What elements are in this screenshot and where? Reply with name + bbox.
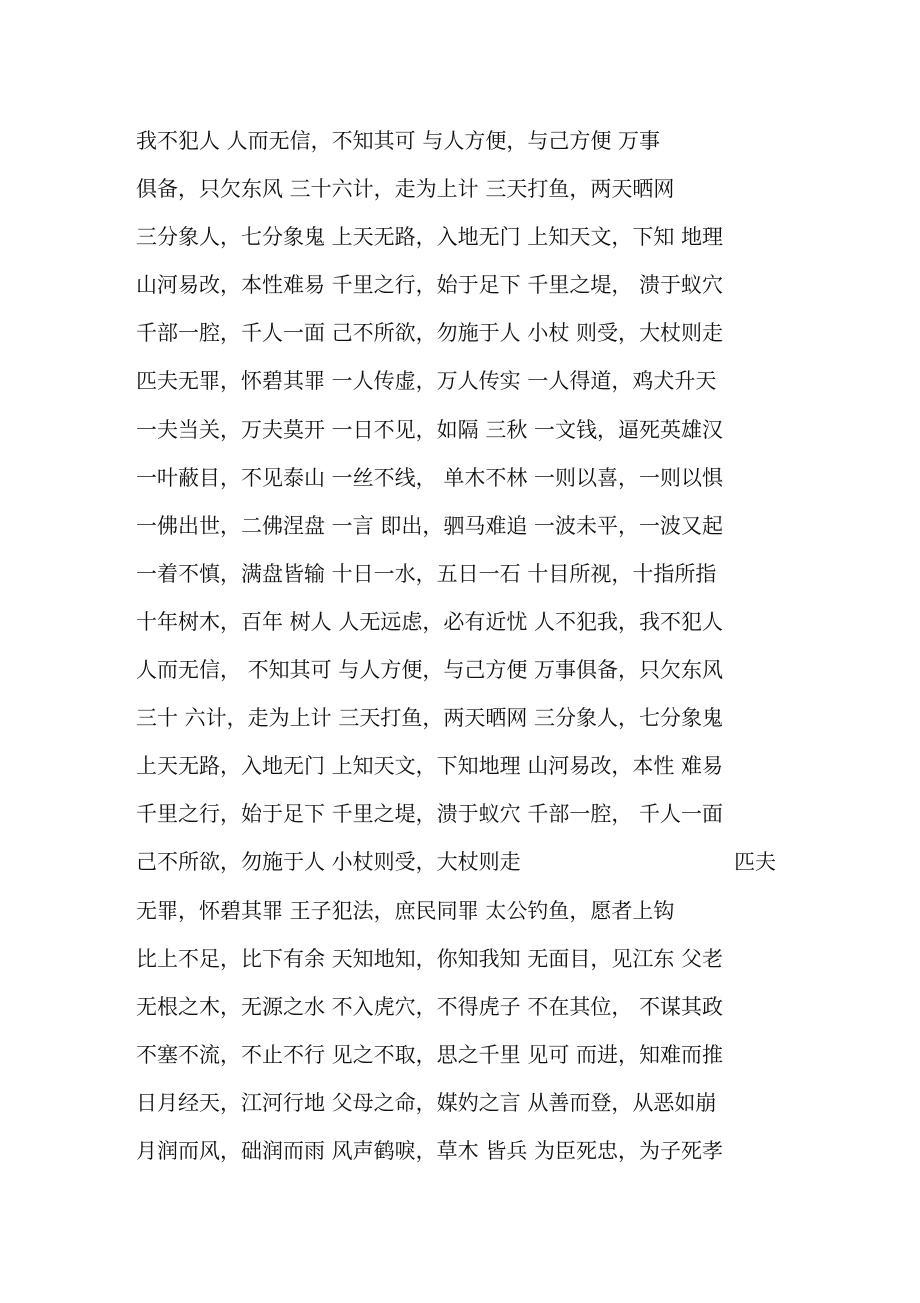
text-line: 匹夫无罪，怀碧其罪 一人传虚，万人传实 一人得道，鸡犬升天 — [136, 369, 717, 394]
text-line: 三十 六计，走为上计 三天打鱼，两天晒网 三分象人，七分象鬼 — [136, 706, 724, 731]
text-line: 人而无信， 不知其可 与人方便，与己方便 万事俱备，只欠东风 — [136, 658, 724, 683]
text-line: 我不犯人 人而无信，不知其可 与人方便，与己方便 万事 — [136, 129, 661, 153]
text-line: 一着不慎，满盘皆输 十日一水，五日一石 十目所视，十指所指 — [136, 561, 717, 586]
text-line-right: 匹夫 — [734, 850, 776, 875]
text-line-left: 己不所欲，勿施于人 小杖则受，大杖则走 — [136, 850, 521, 875]
text-line: 山河易改，本性难易 千里之行，始于足下 千里之堤， 溃于蚁穴 — [136, 273, 724, 298]
text-line: 十年树木，百年 树人 人无远虑，必有近忧 人不犯我，我不犯人 — [136, 609, 724, 634]
text-line: 月润而风，础润而雨 风声鹤唳，草木 皆兵 为臣死忠，为子死孝 — [136, 1138, 724, 1163]
text-line: 千部一腔，千人一面 己不所欲，勿施于人 小杖 则受，大杖则走 — [136, 321, 724, 346]
text-line: 无根之木，无源之水 不入虎穴，不得虎子 不在其位， 不谋其政 — [136, 994, 724, 1019]
text-line: 上天无路，入地无门 上知天文，下知地理 山河易改，本性 难易 — [136, 754, 724, 779]
text-line: 无罪，怀碧其罪 王子犯法，庶民同罪 太公钓鱼，愿者上钩 — [136, 898, 675, 923]
text-line: 日月经天，江河行地 父母之命，媒妁之言 从善而登，从恶如崩 — [136, 1090, 717, 1115]
text-line: 一夫当关，万夫莫开 一日不见，如隔 三秋 一文钱，逼死英雄汉 — [136, 417, 724, 442]
text-line-split — [136, 843, 776, 891]
text-line: 一佛出世，二佛涅盘 一言 即出，驷马难追 一波未平，一波又起 — [136, 513, 724, 538]
text-line: 俱备，只欠东风 三十六计，走为上计 三天打鱼，两天晒网 — [136, 177, 675, 202]
text-line: 三分象人，七分象鬼 上天无路，入地无门 上知天文，下知 地理 — [136, 225, 724, 250]
text-line: 千里之行，始于足下 千里之堤，溃于蚁穴 千部一腔， 千人一面 — [136, 802, 724, 827]
text-line: 一叶蔽目，不见泰山 一丝不线， 单木不林 一则以喜，一则以惧 — [136, 465, 724, 490]
idiom-text-block — [136, 122, 776, 1180]
text-line: 比上不足，比下有余 天知地知，你知我知 无面目，见江东 父老 — [136, 946, 724, 971]
text-line: 不塞不流，不止不行 见之不取，思之千里 见可 而进，知难而推 — [136, 1042, 724, 1067]
